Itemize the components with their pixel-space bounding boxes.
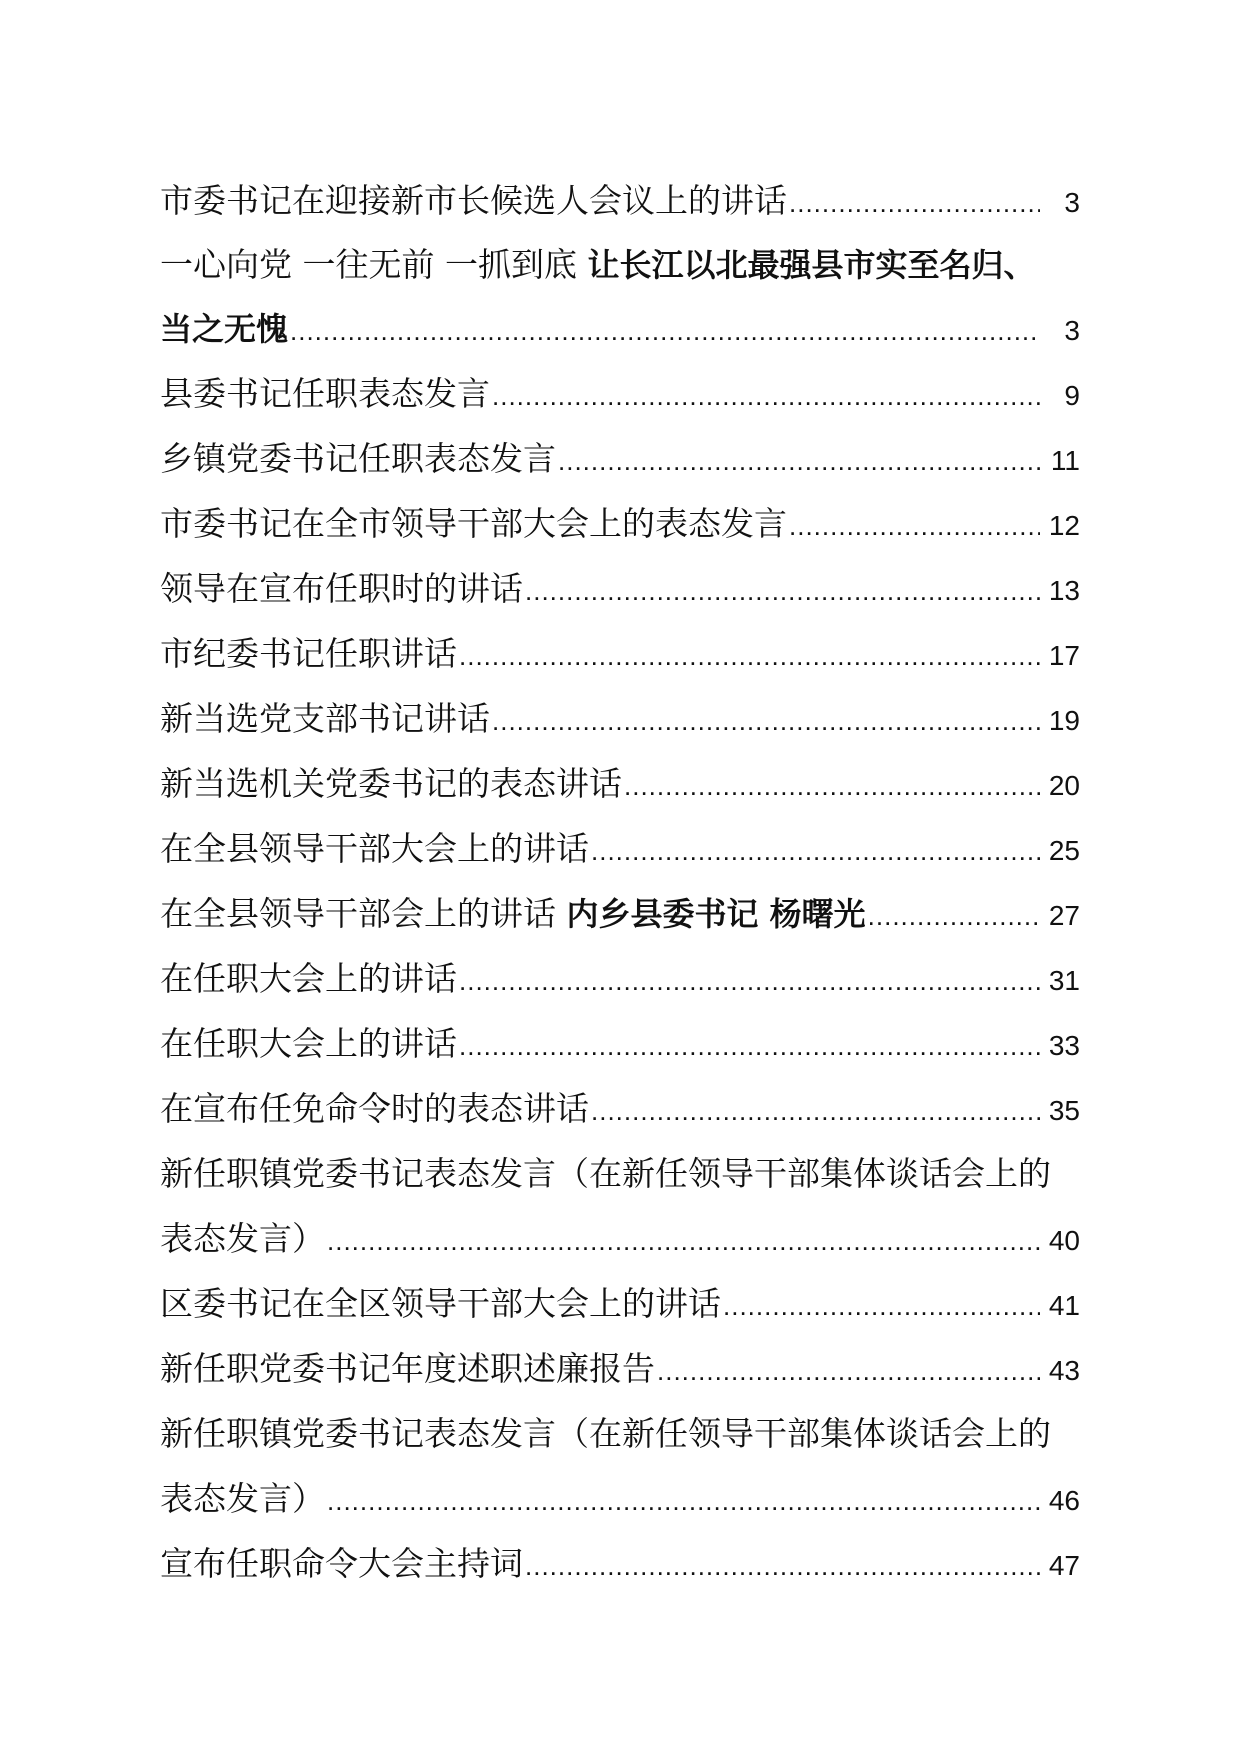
toc-entry-title: 新任职党委书记年度述职述廉报告 [160,1349,655,1388]
toc-entry[interactable] [160,233,1080,361]
toc-entry-title: 在宣布任免命令时的表态讲话 [160,1089,589,1128]
toc-entry-title-part: 内乡县委书记 杨曙光 [566,895,866,933]
toc-leader-dots [525,1534,1040,1599]
toc-entry-title: 市纪委书记任职讲话 [160,634,457,673]
toc-entry-title: 市委书记在全市领导干部大会上的表态发言 [160,504,787,543]
toc-entry-title: 县委书记任职表态发言 [160,374,490,413]
toc-leader-dots [591,1079,1040,1144]
toc-entry-title: 在全县领导干部大会上的讲话 [160,829,589,868]
toc-page-number: 33 [1048,1030,1080,1061]
toc-entry[interactable] [160,621,1080,686]
toc-page-number: 20 [1048,770,1080,801]
toc-entry-title-line1: 新任职镇党委书记表态发言（在新任领导干部集体谈话会上的 [160,1154,1051,1193]
toc-page-number: 47 [1048,1550,1080,1581]
toc-leader-dots [327,1469,1040,1534]
toc-page-number: 35 [1048,1095,1080,1126]
toc-entry[interactable] [160,686,1080,751]
toc-leader-dots [492,689,1040,754]
toc-entry[interactable] [160,946,1080,1011]
toc-entry[interactable] [160,1401,1080,1531]
toc-page-number: 3 [1064,315,1080,346]
toc-entry-title: 新当选机关党委书记的表态讲话 [160,764,622,803]
toc-entry-title: 在任职大会上的讲话 [160,1024,457,1063]
toc-leader-dots [492,364,1040,429]
toc-entry[interactable] [160,556,1080,621]
toc-leader-dots [290,299,1040,363]
toc-leader-dots [459,949,1040,1014]
toc-entry-title: 乡镇党委书记任职表态发言 [160,439,556,478]
toc-page-number: 12 [1048,510,1080,541]
toc-entry-title-part: 当之无愧 [160,310,289,348]
toc-page-number: 27 [1048,900,1080,931]
toc-entry-title: 领导在宣布任职时的讲话 [160,569,523,608]
toc-leader-dots [459,1014,1040,1079]
toc-page-number: 13 [1048,575,1080,606]
toc-leader-dots [525,559,1040,624]
toc-leader-dots [591,819,1040,884]
toc-entry[interactable] [160,491,1080,556]
toc-entry[interactable] [160,1011,1080,1076]
toc-leader-dots [789,494,1040,559]
toc-entry-title-line1: 新任职镇党委书记表态发言（在新任领导干部集体谈话会上的 [160,1414,1051,1453]
toc-entry-title: 宣布任职命令大会主持词 [160,1544,523,1583]
table-of-contents [160,168,1080,1596]
toc-entry[interactable] [160,1271,1080,1336]
toc-page-number: 9 [1064,380,1080,411]
toc-entry-title-line2: 表态发言） [160,1479,325,1518]
toc-entry-title-part: 让长江以北最强县市实至名归、 [587,246,1036,284]
toc-page-number: 40 [1048,1225,1080,1256]
toc-page-number: 19 [1048,705,1080,736]
toc-page-number: 31 [1048,965,1080,996]
toc-leader-dots [723,1274,1040,1339]
toc-leader-dots [459,624,1040,689]
toc-page-number: 41 [1048,1290,1080,1321]
toc-entry[interactable] [160,881,1080,946]
toc-entry[interactable] [160,168,1080,233]
toc-entry-title-line1 [160,245,1036,284]
toc-entry-title [160,881,866,947]
toc-page-number: 25 [1048,835,1080,866]
toc-entry[interactable] [160,816,1080,881]
toc-page-number: 11 [1050,445,1080,476]
toc-leader-dots [624,754,1040,819]
toc-entry[interactable] [160,361,1080,426]
toc-page-number: 46 [1048,1485,1080,1516]
toc-entry-title: 在任职大会上的讲话 [160,959,457,998]
toc-entry[interactable] [160,751,1080,816]
toc-entry-title-part: 一心向党 一往无前 一抓到底 [160,245,588,284]
toc-entry-title: 区委书记在全区领导干部大会上的讲话 [160,1284,721,1323]
toc-entry[interactable] [160,426,1080,491]
toc-entry[interactable] [160,1076,1080,1141]
toc-page-number: 17 [1048,640,1080,671]
toc-entry-title-line2: 表态发言） [160,1219,325,1258]
toc-leader-dots [558,429,1040,494]
toc-entry[interactable] [160,1141,1080,1271]
toc-entry[interactable] [160,1531,1080,1596]
toc-entry[interactable] [160,1336,1080,1401]
toc-entry-title-line2 [160,297,288,361]
toc-entry-title: 市委书记在迎接新市长候选人会议上的讲话 [160,181,787,220]
toc-entry-title-part: 在全县领导干部会上的讲话 [160,894,567,933]
toc-leader-dots [657,1339,1040,1404]
toc-page-number: 43 [1048,1355,1080,1386]
toc-page-number: 3 [1064,187,1080,218]
toc-leader-dots [789,171,1040,236]
toc-leader-dots [868,884,1040,949]
toc-entry-title: 新当选党支部书记讲话 [160,699,490,738]
toc-leader-dots [327,1209,1040,1274]
